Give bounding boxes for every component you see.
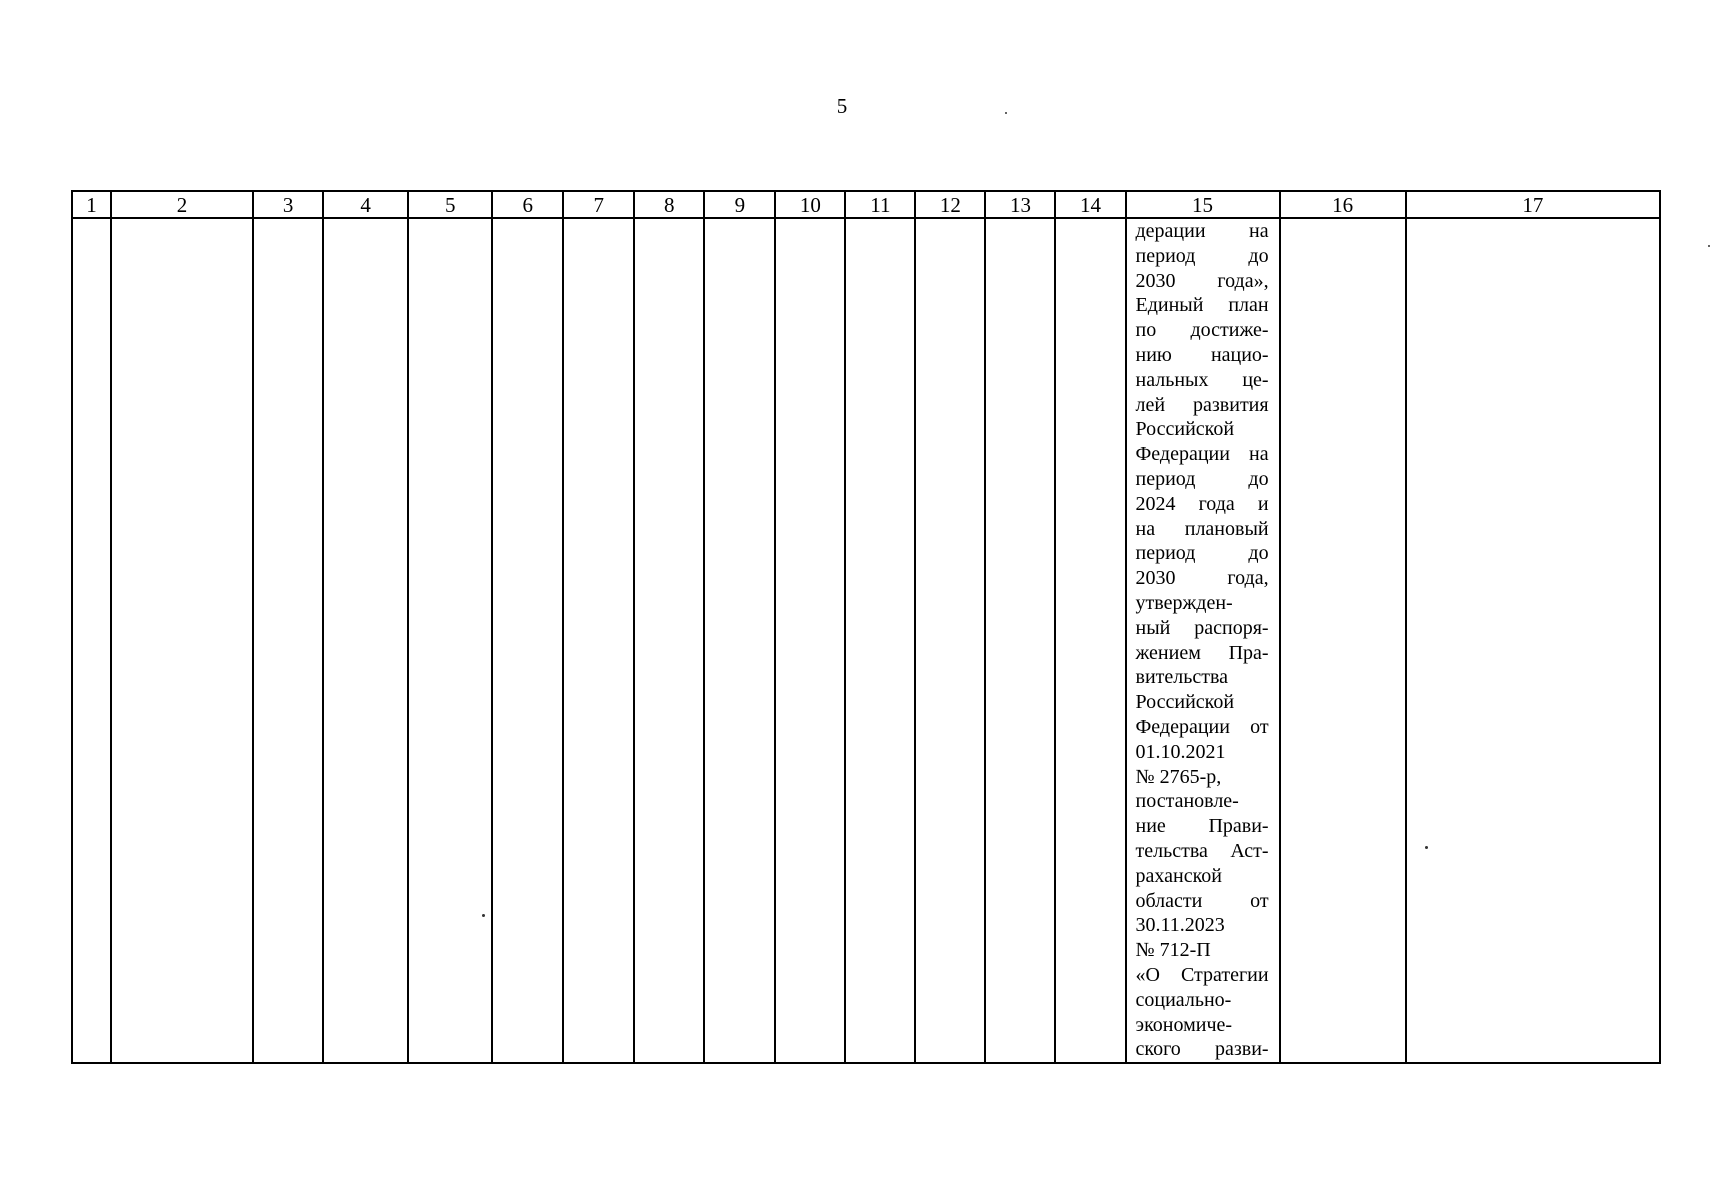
column-number-2: 2 [111,191,253,218]
text-line: 30.11.2023 [1135,914,1225,937]
text-line: период до [1135,244,1269,267]
scan-speck [1005,112,1007,114]
text-line: лей развития [1135,393,1269,416]
column-number-1: 1 [72,191,111,218]
text-line: «О Стратегии [1135,963,1269,986]
table-cell-col-9 [704,218,775,1063]
column-number-14: 14 [1055,191,1125,218]
scan-speck [1708,245,1710,247]
table-cell-col-5 [408,218,492,1063]
column-number-13: 13 [985,191,1055,218]
column-number-7: 7 [563,191,634,218]
text-line: тельства Аст- [1135,839,1269,862]
table-cell-col-7 [563,218,634,1063]
text-line: утвержден- [1135,591,1233,614]
text-line: № 2765-р, [1135,765,1222,788]
text-line: № 712-П [1135,939,1211,962]
table-cell-col-4 [323,218,408,1063]
text-line: нальных це- [1135,368,1269,391]
text-line: ный распоря- [1135,616,1269,639]
table-cell-col-6 [492,218,563,1063]
table-cell-col-8 [634,218,704,1063]
text-line: ние Прави- [1135,815,1269,838]
text-line: экономиче- [1135,1013,1233,1036]
text-line: вительства [1135,666,1229,689]
table-cell-col-16 [1280,218,1406,1063]
column-number-10: 10 [775,191,845,218]
document-table [71,190,1661,1064]
column-number-6: 6 [492,191,563,218]
text-line: период до [1135,542,1269,565]
table-cell-col-17 [1406,218,1660,1063]
text-line: Российской [1135,418,1235,441]
column-number-3: 3 [253,191,323,218]
table-cell-col-10 [775,218,845,1063]
text-line: социально- [1135,988,1232,1011]
text-line: Федерации от [1135,715,1269,738]
table-cell-col-2 [111,218,253,1063]
text-line: области от [1135,889,1269,912]
text-line: Единый план [1135,294,1269,317]
column-number-16: 16 [1280,191,1406,218]
column-number-9: 9 [704,191,775,218]
text-line: нию нацио- [1135,343,1269,366]
column-number-11: 11 [845,191,915,218]
text-line: период до [1135,467,1269,490]
page-number: 5 [836,94,848,118]
text-line: постановле- [1135,790,1239,813]
column-number-8: 8 [634,191,704,218]
text-line: дерации на [1135,220,1269,242]
column-number-12: 12 [915,191,985,218]
legal-basis-text [1127,219,1279,1062]
text-line: жением Пра- [1135,641,1269,664]
text-line: 2024 года и [1135,492,1269,515]
column-number-15: 15 [1126,191,1280,218]
table-cell-col-13 [985,218,1055,1063]
table-row [72,218,1660,1063]
text-line: Федерации на [1135,443,1269,466]
table-cell-col-12 [915,218,985,1063]
text-line: на плановый [1135,517,1269,540]
column-number-5: 5 [408,191,492,218]
text-line: ского разви- [1135,1038,1269,1061]
text-line: 2030 года», [1135,269,1269,292]
text-line: 01.10.2021 [1135,740,1226,763]
table-cell-col-3 [253,218,323,1063]
table-cell-col-11 [845,218,915,1063]
column-number-4: 4 [323,191,408,218]
text-line: раханской [1135,864,1222,887]
table-cell-col-1 [72,218,111,1063]
column-number-row [72,191,1660,218]
column-number-17: 17 [1406,191,1660,218]
text-line: Российской [1135,691,1235,714]
text-line: по достиже- [1135,319,1269,342]
text-line: 2030 года, [1135,567,1269,590]
table-cell-col-14 [1055,218,1125,1063]
table-cell-col-15 [1126,218,1280,1063]
